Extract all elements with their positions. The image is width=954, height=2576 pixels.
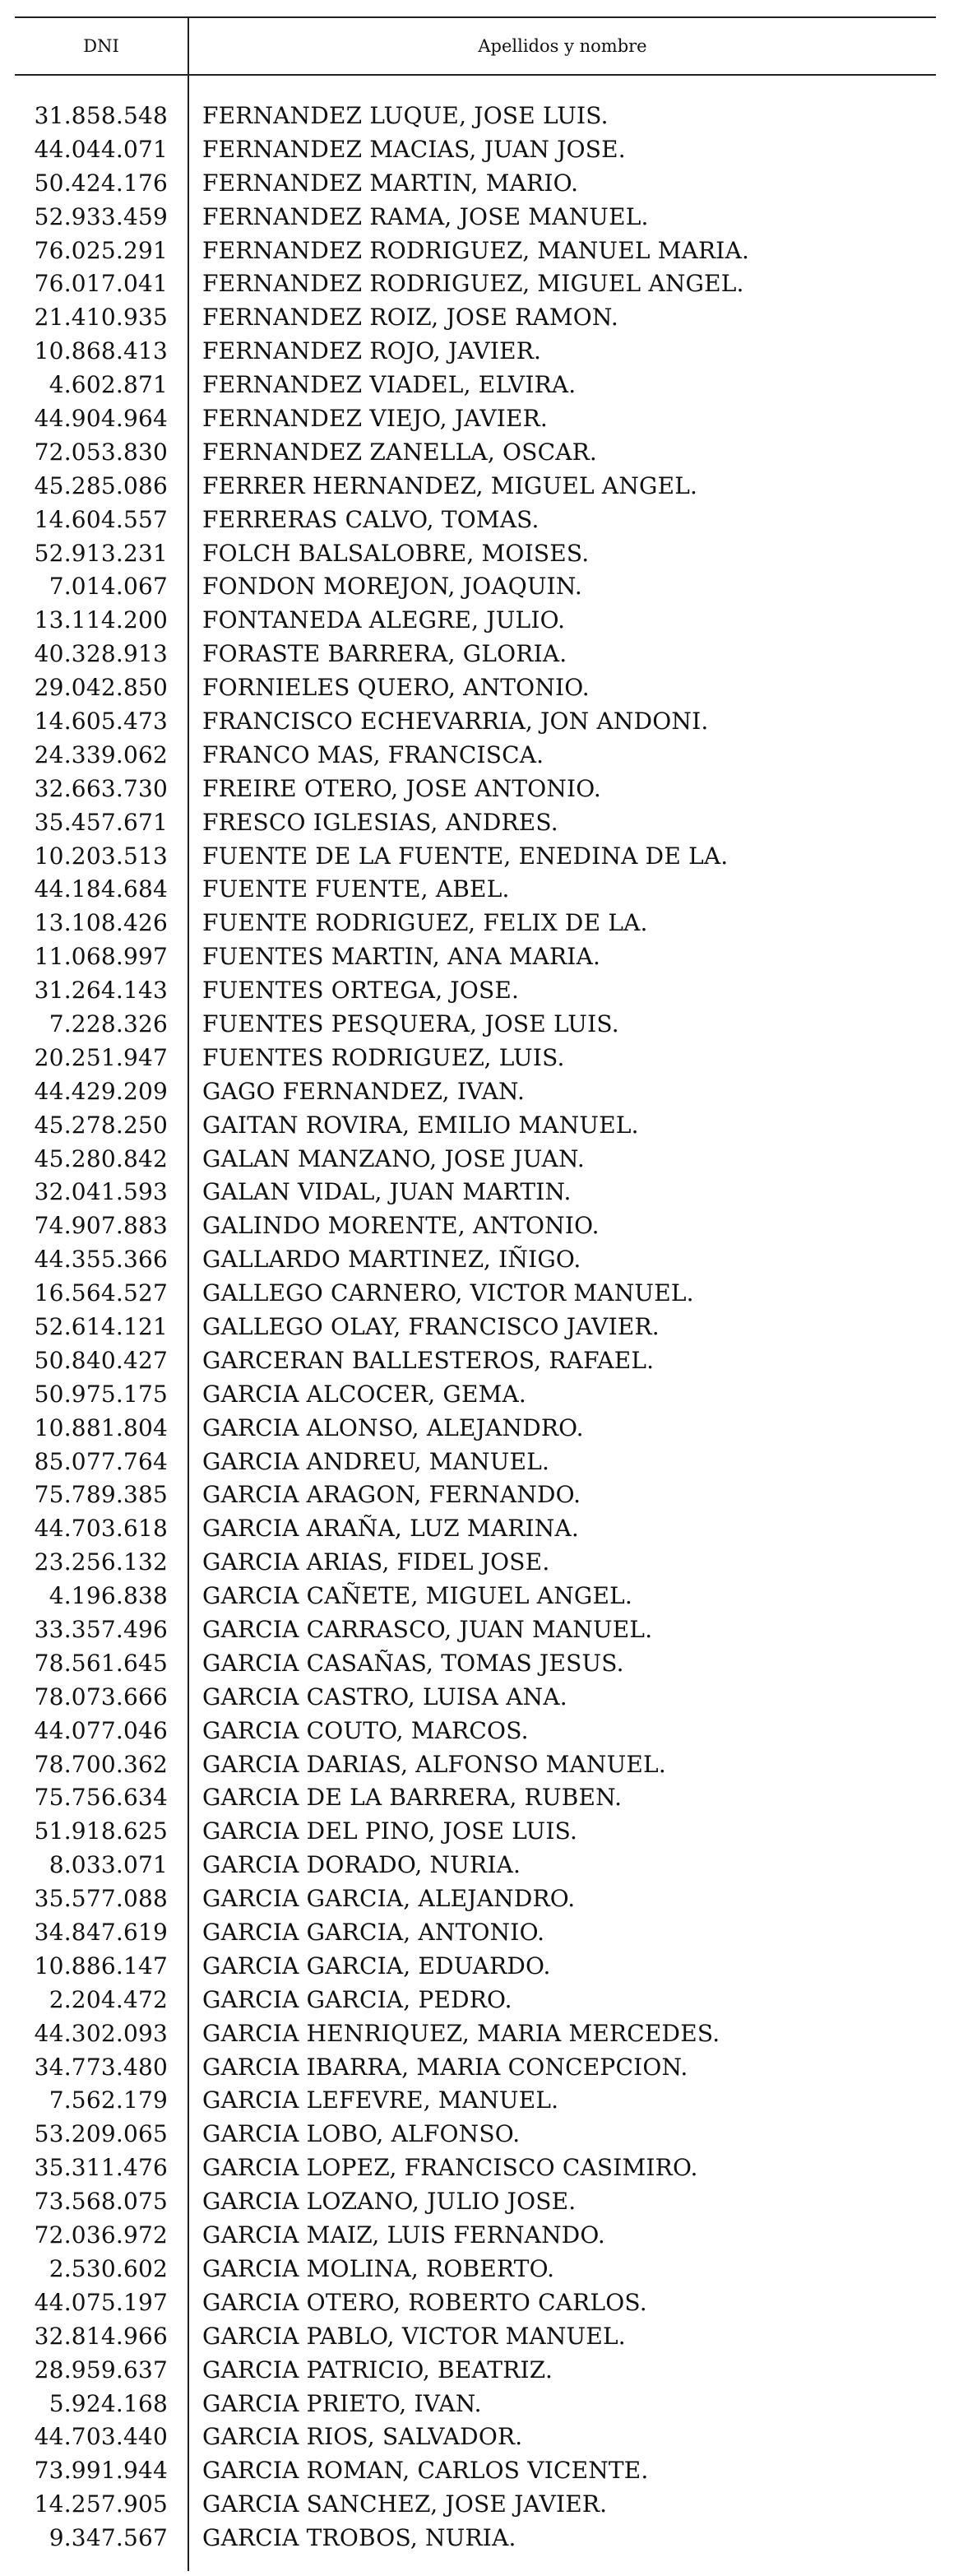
dni-cell: 45.280.842 <box>34 1144 168 1172</box>
dni-cell: 16.564.527 <box>34 1279 168 1307</box>
name-cell: GARCIA ALONSO, ALEJANDRO. <box>202 1413 584 1441</box>
dni-cell: 7.014.067 <box>49 573 168 601</box>
name-cell: GARCIA IBARRA, MARIA CONCEPCION. <box>202 2053 688 2081</box>
table-row <box>15 1646 936 1680</box>
dni-cell: 44.302.093 <box>34 2019 168 2047</box>
name-cell: GARCIA DARIAS, ALFONSO MANUEL. <box>202 1750 666 1778</box>
table-row <box>15 1983 936 2017</box>
name-cell: GARCIA DORADO, NURIA. <box>202 1851 521 1879</box>
name-cell: GARCIA LOZANO, JULIO JOSE. <box>202 2188 577 2216</box>
dni-cell: 78.073.666 <box>34 1683 168 1710</box>
name-cell: GARCIA ARAGON, FERNANDO. <box>202 1481 581 1509</box>
table-row <box>15 2117 936 2151</box>
dni-cell: 40.328.913 <box>34 640 168 668</box>
dni-cell: 44.703.618 <box>34 1515 168 1543</box>
table-row <box>15 2420 936 2453</box>
dni-cell: 9.347.567 <box>49 2524 168 2552</box>
dni-cell: 44.184.684 <box>34 875 168 903</box>
table-row <box>15 839 936 873</box>
table-row <box>15 1915 936 1949</box>
name-cell: FREIRE OTERO, JOSE ANTONIO. <box>202 774 601 802</box>
dni-cell: 76.025.291 <box>34 236 168 264</box>
table-row <box>15 940 936 973</box>
name-cell: GAGO FERNANDEZ, IVAN. <box>202 1077 526 1105</box>
dni-cell: 78.561.645 <box>34 1649 168 1677</box>
name-cell: FERNANDEZ ROIZ, JOSE RAMON. <box>202 304 618 332</box>
table-row <box>15 166 936 200</box>
table-row <box>15 2353 936 2387</box>
dni-cell: 44.077.046 <box>34 1716 168 1744</box>
table-row <box>15 2521 936 2555</box>
dni-cell: 13.108.426 <box>34 909 168 937</box>
table-row <box>15 401 936 435</box>
table-row <box>15 1041 936 1074</box>
name-cell: FOLCH BALSALOBRE, MOISES. <box>202 539 590 567</box>
table-row <box>15 503 936 536</box>
name-cell: FUENTES ORTEGA, JOSE. <box>202 977 520 1005</box>
dni-cell: 85.077.764 <box>34 1447 168 1475</box>
name-cell: FERNANDEZ RODRIGUEZ, MIGUEL ANGEL. <box>202 270 744 298</box>
document-table <box>15 16 936 2555</box>
name-cell: GARCIA ANDREU, MANUEL. <box>202 1447 550 1475</box>
dni-cell: 34.847.619 <box>34 1919 168 1947</box>
dni-cell: 13.114.200 <box>34 606 168 634</box>
name-cell: FONDON MOREJON, JOAQUIN. <box>202 573 582 601</box>
name-cell: GARCIA RIOS, SALVADOR. <box>202 2423 523 2451</box>
table-row <box>15 1680 936 1714</box>
name-cell: GARCIA ROMAN, CARLOS VICENTE. <box>202 2457 649 2485</box>
table-row <box>15 1276 936 1310</box>
table-row <box>15 772 936 805</box>
name-cell: GARCIA LEFEVRE, MANUEL. <box>202 2086 559 2114</box>
table-row <box>15 1176 936 1209</box>
table-row <box>15 2487 936 2521</box>
dni-cell: 31.264.143 <box>34 977 168 1005</box>
name-cell: FERNANDEZ RAMA, JOSE MANUEL. <box>202 202 649 230</box>
table-row <box>15 1108 936 1142</box>
dni-cell: 32.663.730 <box>34 774 168 802</box>
table-row <box>15 637 936 671</box>
name-cell: FORNIELES QUERO, ANTONIO. <box>202 674 590 702</box>
dni-cell: 44.044.071 <box>34 135 168 163</box>
name-cell: GALLEGO OLAY, FRANCISCO JAVIER. <box>202 1313 660 1340</box>
dni-cell: 53.209.065 <box>34 2120 168 2148</box>
table-row <box>15 738 936 772</box>
name-cell: GARCIA LOBO, ALFONSO. <box>202 2120 521 2148</box>
table-row <box>15 2319 936 2353</box>
name-cell: FUENTES PESQUERA, JOSE LUIS. <box>202 1010 619 1037</box>
table-row <box>15 1445 936 1478</box>
dni-cell: 23.256.132 <box>34 1548 168 1576</box>
dni-cell: 32.814.966 <box>34 2322 168 2350</box>
table-row <box>15 334 936 368</box>
name-cell: GARCIA GARCIA, ANTONIO. <box>202 1919 545 1947</box>
name-cell: FERNANDEZ VIEJO, JAVIER. <box>202 404 549 432</box>
name-cell: GALAN VIDAL, JUAN MARTIN. <box>202 1178 572 1206</box>
name-cell: GALINDO MORENTE, ANTONIO. <box>202 1212 600 1240</box>
name-cell: GARCIA LOPEZ, FRANCISCO CASIMIRO. <box>202 2154 698 2182</box>
dni-cell: 52.614.121 <box>34 1313 168 1340</box>
name-cell: FUENTES RODRIGUEZ, LUIS. <box>202 1043 565 1071</box>
table-row <box>15 1209 936 1242</box>
dni-cell: 44.703.440 <box>34 2423 168 2451</box>
dni-cell: 8.033.071 <box>49 1851 168 1879</box>
dni-cell: 50.975.175 <box>34 1380 168 1408</box>
name-cell: GARCIA PABLO, VICTOR MANUEL. <box>202 2322 626 2350</box>
table-row <box>15 2050 936 2084</box>
dni-cell: 14.605.473 <box>34 707 168 735</box>
name-cell: FERNANDEZ MARTIN, MARIO. <box>202 169 579 197</box>
name-cell: GAITAN ROVIRA, EMILIO MANUEL. <box>202 1111 639 1139</box>
name-cell: FUENTES MARTIN, ANA MARIA. <box>202 943 601 971</box>
name-cell: FERNANDEZ ROJO, JAVIER. <box>202 337 542 365</box>
table-row <box>15 99 936 132</box>
name-cell: GARCIA OTERO, ROBERTO CARLOS. <box>202 2288 647 2316</box>
name-cell: GARCIA MOLINA, ROBERTO. <box>202 2254 555 2282</box>
dni-cell: 44.075.197 <box>34 2288 168 2316</box>
table-row <box>15 603 936 637</box>
name-cell: GARCIA DE LA BARRERA, RUBEN. <box>202 1784 623 1812</box>
dni-cell: 75.756.634 <box>34 1784 168 1812</box>
table-row <box>15 1781 936 1815</box>
dni-cell: 2.530.602 <box>49 2254 168 2282</box>
name-cell: GARCIA ALCOCER, GEMA. <box>202 1380 527 1408</box>
table-row <box>15 234 936 267</box>
name-cell: FRESCO IGLESIAS, ANDRES. <box>202 808 558 836</box>
name-cell: FERNANDEZ MACIAS, JUAN JOSE. <box>202 135 626 163</box>
name-cell: FUENTE RODRIGUEZ, FELIX DE LA. <box>202 909 648 937</box>
table-row <box>15 1411 936 1445</box>
table-row <box>15 1142 936 1176</box>
dni-cell: 32.041.593 <box>34 1178 168 1206</box>
table-row <box>15 1310 936 1344</box>
table-row <box>15 1613 936 1646</box>
table-row <box>15 368 936 401</box>
table-row <box>15 1748 936 1781</box>
name-cell: FERNANDEZ VIADEL, ELVIRA. <box>202 371 577 399</box>
table-row <box>15 300 936 334</box>
table-body <box>15 76 936 2555</box>
dni-cell: 4.196.838 <box>49 1582 168 1610</box>
table-row <box>15 1242 936 1276</box>
dni-cell: 28.959.637 <box>34 2356 168 2383</box>
name-cell: GARCIA GARCIA, EDUARDO. <box>202 1952 551 1980</box>
table-row <box>15 1511 936 1545</box>
table-row <box>15 2286 936 2319</box>
table-row <box>15 536 936 570</box>
name-cell: FRANCISCO ECHEVARRIA, JON ANDONI. <box>202 707 709 735</box>
table-row <box>15 200 936 234</box>
name-cell: GALLEGO CARNERO, VICTOR MANUEL. <box>202 1279 694 1307</box>
table-header <box>15 16 936 76</box>
table-row <box>15 2453 936 2487</box>
dni-cell: 33.357.496 <box>34 1616 168 1644</box>
table-row <box>15 132 936 166</box>
column-divider <box>188 76 189 2571</box>
dni-cell: 76.017.041 <box>34 270 168 298</box>
name-cell: GARCIA CASTRO, LUISA ANA. <box>202 1683 567 1710</box>
table-row <box>15 1478 936 1512</box>
table-row <box>15 435 936 469</box>
dni-cell: 24.339.062 <box>34 740 168 768</box>
dni-cell: 11.068.997 <box>34 943 168 971</box>
dni-cell: 78.700.362 <box>34 1750 168 1778</box>
name-cell: GARCERAN BALLESTEROS, RAFAEL. <box>202 1346 655 1374</box>
dni-cell: 74.907.883 <box>34 1212 168 1240</box>
dni-cell: 10.886.147 <box>34 1952 168 1980</box>
table-row <box>15 1007 936 1041</box>
name-cell: GARCIA CARRASCO, JUAN MANUEL. <box>202 1616 653 1644</box>
dni-cell: 44.904.964 <box>34 404 168 432</box>
table-row <box>15 906 936 940</box>
table-row <box>15 469 936 503</box>
dni-cell: 4.602.871 <box>49 371 168 399</box>
name-cell: GALLARDO MARTINEZ, IÑIGO. <box>202 1246 581 1274</box>
dni-cell: 34.773.480 <box>34 2053 168 2081</box>
table-row <box>15 267 936 300</box>
name-cell: GARCIA COUTO, MARCOS. <box>202 1716 529 1744</box>
dni-cell: 73.568.075 <box>34 2188 168 2216</box>
table-row <box>15 2218 936 2252</box>
dni-cell: 7.562.179 <box>49 2086 168 2114</box>
dni-cell: 5.924.168 <box>49 2389 168 2417</box>
name-cell: GARCIA CASAÑAS, TOMAS JESUS. <box>202 1649 624 1677</box>
dni-cell: 50.840.427 <box>34 1346 168 1374</box>
table-row <box>15 1545 936 1579</box>
table-row <box>15 671 936 704</box>
name-cell: FERNANDEZ RODRIGUEZ, MANUEL MARIA. <box>202 236 750 264</box>
header-name: Apellidos y nombre <box>478 36 647 56</box>
table-row <box>15 1344 936 1377</box>
name-cell: GARCIA DEL PINO, JOSE LUIS. <box>202 1817 578 1845</box>
name-cell: FONTANEDA ALEGRE, JULIO. <box>202 606 566 634</box>
name-cell: GARCIA ARIAS, FIDEL JOSE. <box>202 1548 550 1576</box>
dni-cell: 10.203.513 <box>34 842 168 870</box>
dni-cell: 35.577.088 <box>34 1885 168 1913</box>
table-row <box>15 1814 936 1848</box>
dni-cell: 31.858.548 <box>34 101 168 129</box>
dni-cell: 21.410.935 <box>34 304 168 332</box>
dni-cell: 45.285.086 <box>34 471 168 499</box>
dni-cell: 72.053.830 <box>34 438 168 466</box>
dni-cell: 14.604.557 <box>34 505 168 533</box>
name-cell: FERNANDEZ ZANELLA, OSCAR. <box>202 438 598 466</box>
table-row <box>15 805 936 839</box>
name-cell: GARCIA SANCHEZ, JOSE JAVIER. <box>202 2490 608 2518</box>
dni-cell: 14.257.905 <box>34 2490 168 2518</box>
name-cell: FRANCO MAS, FRANCISCA. <box>202 740 544 768</box>
dni-cell: 52.913.231 <box>34 539 168 567</box>
dni-cell: 2.204.472 <box>49 1985 168 2013</box>
table-row <box>15 973 936 1007</box>
name-cell: FERRERAS CALVO, TOMAS. <box>202 505 540 533</box>
name-cell: GARCIA ARAÑA, LUZ MARINA. <box>202 1515 579 1543</box>
name-cell: FUENTE FUENTE, ABEL. <box>202 875 510 903</box>
header-dni: DNI <box>15 18 189 74</box>
name-cell: FORASTE BARRERA, GLORIA. <box>202 640 567 668</box>
name-cell: FERRER HERNANDEZ, MIGUEL ANGEL. <box>202 471 698 499</box>
dni-cell: 50.424.176 <box>34 169 168 197</box>
table-row <box>15 2151 936 2184</box>
name-cell: GARCIA GARCIA, ALEJANDRO. <box>202 1885 576 1913</box>
table-row <box>15 1579 936 1613</box>
table-row <box>15 2387 936 2421</box>
dni-cell: 72.036.972 <box>34 2221 168 2249</box>
name-cell: FUENTE DE LA FUENTE, ENEDINA DE LA. <box>202 842 729 870</box>
name-cell: GARCIA TROBOS, NURIA. <box>202 2524 516 2552</box>
table-row <box>15 1714 936 1748</box>
table-row <box>15 2017 936 2050</box>
table-row <box>15 2252 936 2286</box>
dni-cell: 10.868.413 <box>34 337 168 365</box>
name-cell: GARCIA MAIZ, LUIS FERNANDO. <box>202 2221 606 2249</box>
table-row <box>15 1377 936 1411</box>
dni-cell: 35.311.476 <box>34 2154 168 2182</box>
name-cell: GARCIA CAÑETE, MIGUEL ANGEL. <box>202 1582 633 1610</box>
name-cell: GARCIA PATRICIO, BEATRIZ. <box>202 2356 553 2383</box>
table-row <box>15 2184 936 2218</box>
table-row <box>15 2084 936 2118</box>
dni-cell: 52.933.459 <box>34 202 168 230</box>
dni-cell: 75.789.385 <box>34 1481 168 1509</box>
dni-cell: 73.991.944 <box>34 2457 168 2485</box>
dni-cell: 35.457.671 <box>34 808 168 836</box>
dni-cell: 29.042.850 <box>34 674 168 702</box>
dni-cell: 20.251.947 <box>34 1043 168 1071</box>
table-row <box>15 1848 936 1882</box>
table-row <box>15 1882 936 1915</box>
name-cell: GARCIA GARCIA, PEDRO. <box>202 1985 512 2013</box>
table-row <box>15 872 936 906</box>
table-row <box>15 1949 936 1983</box>
dni-cell: 7.228.326 <box>49 1010 168 1037</box>
table-row <box>15 704 936 738</box>
table-row <box>15 1074 936 1108</box>
dni-cell: 44.429.209 <box>34 1077 168 1105</box>
name-cell: GARCIA HENRIQUEZ, MARIA MERCEDES. <box>202 2019 720 2047</box>
name-cell: GALAN MANZANO, JOSE JUAN. <box>202 1144 585 1172</box>
name-cell: GARCIA PRIETO, IVAN. <box>202 2389 482 2417</box>
dni-cell: 51.918.625 <box>34 1817 168 1845</box>
dni-cell: 45.278.250 <box>34 1111 168 1139</box>
dni-cell: 44.355.366 <box>34 1246 168 1274</box>
dni-cell: 10.881.804 <box>34 1413 168 1441</box>
table-row <box>15 569 936 603</box>
name-cell: FERNANDEZ LUQUE, JOSE LUIS. <box>202 101 609 129</box>
